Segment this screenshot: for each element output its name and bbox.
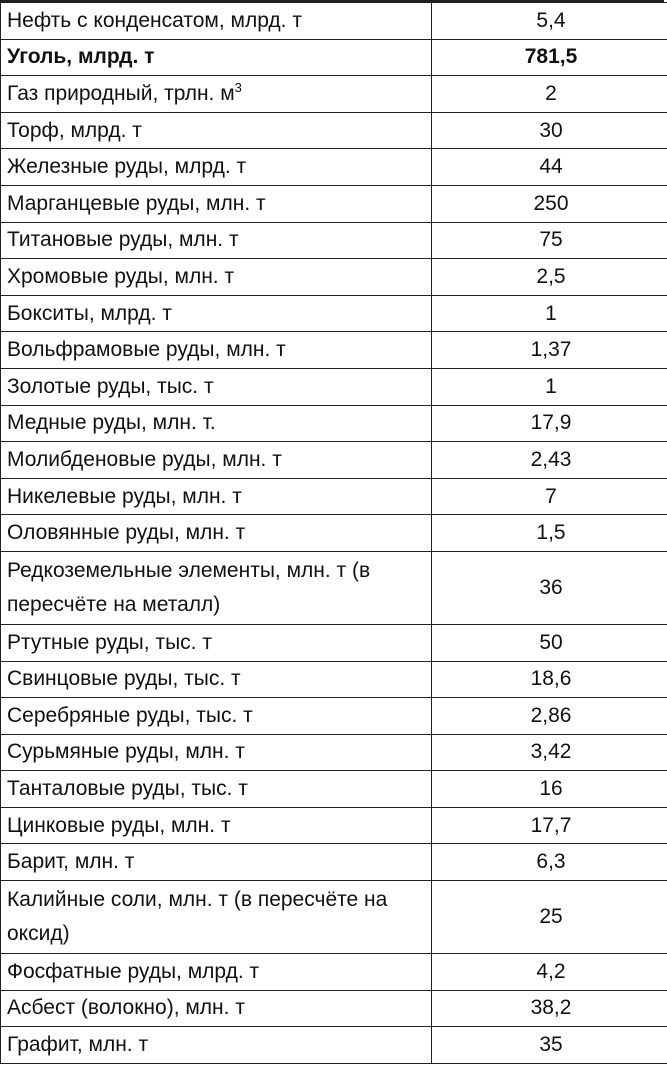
resource-value-cell <box>432 1027 667 1064</box>
resource-value-cell <box>432 3 667 40</box>
resource-name-cell <box>1 515 432 552</box>
resource-name: Свинцовые руды, тыс. т <box>7 667 241 691</box>
table-row <box>1 734 667 771</box>
resource-name: Медные руды, млн. т. <box>7 411 216 435</box>
resource-value-cell <box>432 515 667 552</box>
resource-value: 36 <box>539 575 563 599</box>
resource-value-cell <box>432 442 667 479</box>
resource-value-cell <box>432 368 667 405</box>
resource-name: Серебряные руды, тыс. т <box>7 703 253 727</box>
resource-value-cell <box>432 624 667 661</box>
resource-name-cell <box>1 734 432 771</box>
table-row <box>1 185 667 222</box>
resource-value: 2 <box>545 81 557 105</box>
resource-value-cell <box>432 76 667 113</box>
resource-name-cell <box>1 149 432 186</box>
table-row <box>1 259 667 296</box>
resource-name: Танталовые руды, тыс. т <box>7 777 248 801</box>
resource-value-cell <box>432 661 667 698</box>
resource-value: 781,5 <box>524 45 578 69</box>
resource-name-cell <box>1 332 432 369</box>
resource-name: Редкоземельные элементы, млн. т (в пересчёте на металл) <box>7 558 371 616</box>
resource-value-cell <box>432 551 667 624</box>
resource-name-cell <box>1 39 432 76</box>
resource-value: 35 <box>539 1033 563 1057</box>
resource-value: 7 <box>545 484 557 508</box>
table-row <box>1 405 667 442</box>
resource-name-cell <box>1 807 432 844</box>
resource-value: 4,2 <box>536 959 566 983</box>
resource-name: Никелевые руды, млн. т <box>7 484 242 508</box>
resource-value: 6,3 <box>536 850 566 874</box>
resource-name: Калийные соли, млн. т (в пересчёте на оксид) <box>7 888 388 946</box>
resource-name-cell <box>1 881 432 954</box>
resource-name-cell <box>1 624 432 661</box>
resource-name: Вольфрамовые руды, млн. т <box>7 338 286 362</box>
resource-value: 18,6 <box>530 667 572 691</box>
table-row <box>1 149 667 186</box>
table-row <box>1 881 667 954</box>
table-row <box>1 771 667 808</box>
resource-name: Барит, млн. т <box>7 850 135 874</box>
resource-value-cell <box>432 112 667 149</box>
table-row <box>1 844 667 881</box>
resource-value-cell <box>432 881 667 954</box>
resource-name: Золотые руды, тыс. т <box>7 374 214 398</box>
table-row <box>1 1027 667 1064</box>
table-row <box>1 954 667 991</box>
resource-value: 25 <box>539 905 563 929</box>
resource-name-cell <box>1 771 432 808</box>
resource-name: Графит, млн. т <box>7 1033 149 1057</box>
table-row <box>1 661 667 698</box>
table-row <box>1 990 667 1027</box>
resource-name: Железные руды, млрд. т <box>7 155 247 179</box>
resource-name-cell <box>1 954 432 991</box>
resource-name: Нефть с конденсатом, млрд. т <box>7 8 302 32</box>
resource-value-cell <box>432 332 667 369</box>
resource-value-cell <box>432 478 667 515</box>
resource-value: 1 <box>545 301 557 325</box>
resource-name: Сурьмяные руды, млн. т <box>7 740 245 764</box>
resource-name-cell <box>1 990 432 1027</box>
resource-name: Бокситы, млрд. т <box>7 301 172 325</box>
table-row <box>1 222 667 259</box>
resource-value-cell <box>432 39 667 76</box>
resource-name: Титановые руды, млн. т <box>7 228 239 252</box>
resource-value: 50 <box>539 630 563 654</box>
resource-name: Асбест (волокно), млн. т <box>7 996 245 1020</box>
resource-value: 2,5 <box>536 264 566 288</box>
table-row <box>1 3 667 40</box>
resource-value-cell <box>432 771 667 808</box>
resource-value: 5,4 <box>536 8 566 32</box>
resource-name-cell <box>1 295 432 332</box>
resource-value-cell <box>432 149 667 186</box>
resource-name-cell <box>1 76 432 113</box>
table-row <box>1 515 667 552</box>
resource-value: 1,37 <box>530 338 572 362</box>
table-row <box>1 295 667 332</box>
resource-name: Хромовые руды, млн. т <box>7 264 235 288</box>
table-row <box>1 551 667 624</box>
resource-name-cell <box>1 3 432 40</box>
resources-table-body <box>1 3 667 1064</box>
resource-value-cell <box>432 990 667 1027</box>
resource-value: 30 <box>539 118 563 142</box>
resource-value-cell <box>432 185 667 222</box>
resource-value: 1,5 <box>536 521 566 545</box>
resource-name-cell <box>1 478 432 515</box>
resource-value: 2,43 <box>530 447 572 471</box>
resource-name-cell <box>1 661 432 698</box>
table-row <box>1 478 667 515</box>
resource-value-cell <box>432 405 667 442</box>
resource-name-cell <box>1 259 432 296</box>
resource-name: Ртутные руды, тыс. т <box>7 630 212 654</box>
resource-value: 44 <box>539 155 563 179</box>
table-row <box>1 807 667 844</box>
resource-name-cell <box>1 405 432 442</box>
resource-value-cell <box>432 954 667 991</box>
table-row <box>1 698 667 735</box>
resource-name: Марганцевые руды, млн. т <box>7 191 266 215</box>
resource-value-cell <box>432 222 667 259</box>
resource-value: 3,42 <box>530 740 572 764</box>
resource-name-cell <box>1 222 432 259</box>
resource-name: Оловянные руды, млн. т <box>7 521 246 545</box>
resource-value: 1 <box>545 374 557 398</box>
resource-name-cell <box>1 551 432 624</box>
resource-value-cell <box>432 734 667 771</box>
resource-value: 75 <box>539 228 563 252</box>
table-row <box>1 76 667 113</box>
resource-value-cell <box>432 844 667 881</box>
table-row <box>1 332 667 369</box>
resource-name-cell <box>1 368 432 405</box>
table-row <box>1 39 667 76</box>
table-row <box>1 624 667 661</box>
resource-value-cell <box>432 295 667 332</box>
resource-value: 2,86 <box>530 703 572 727</box>
table-row <box>1 368 667 405</box>
resource-name: Цинковые руды, млн. т <box>7 813 231 837</box>
resource-name: Уголь, млрд. т <box>7 45 155 69</box>
resource-value: 17,9 <box>530 411 572 435</box>
unit-superscript: 3 <box>234 79 242 95</box>
resource-name: Молибденовые руды, млн. т <box>7 447 282 471</box>
resource-name-cell <box>1 112 432 149</box>
table-row <box>1 112 667 149</box>
resource-name-cell <box>1 698 432 735</box>
resource-value-cell <box>432 259 667 296</box>
resource-name: Фосфатные руды, млрд. т <box>7 959 260 983</box>
resource-name-cell <box>1 844 432 881</box>
resource-value-cell <box>432 807 667 844</box>
resources-table <box>0 2 667 1064</box>
resource-value: 17,7 <box>530 813 572 837</box>
resource-value: 16 <box>539 777 563 801</box>
resource-name-cell <box>1 185 432 222</box>
resource-value: 38,2 <box>530 996 572 1020</box>
resource-name-cell <box>1 1027 432 1064</box>
resource-name: Торф, млрд. т <box>7 118 142 142</box>
table-row <box>1 442 667 479</box>
resource-name-cell <box>1 442 432 479</box>
resource-value-cell <box>432 698 667 735</box>
resource-value: 250 <box>533 191 569 215</box>
resource-name: Газ природный, трлн. м <box>7 81 235 105</box>
